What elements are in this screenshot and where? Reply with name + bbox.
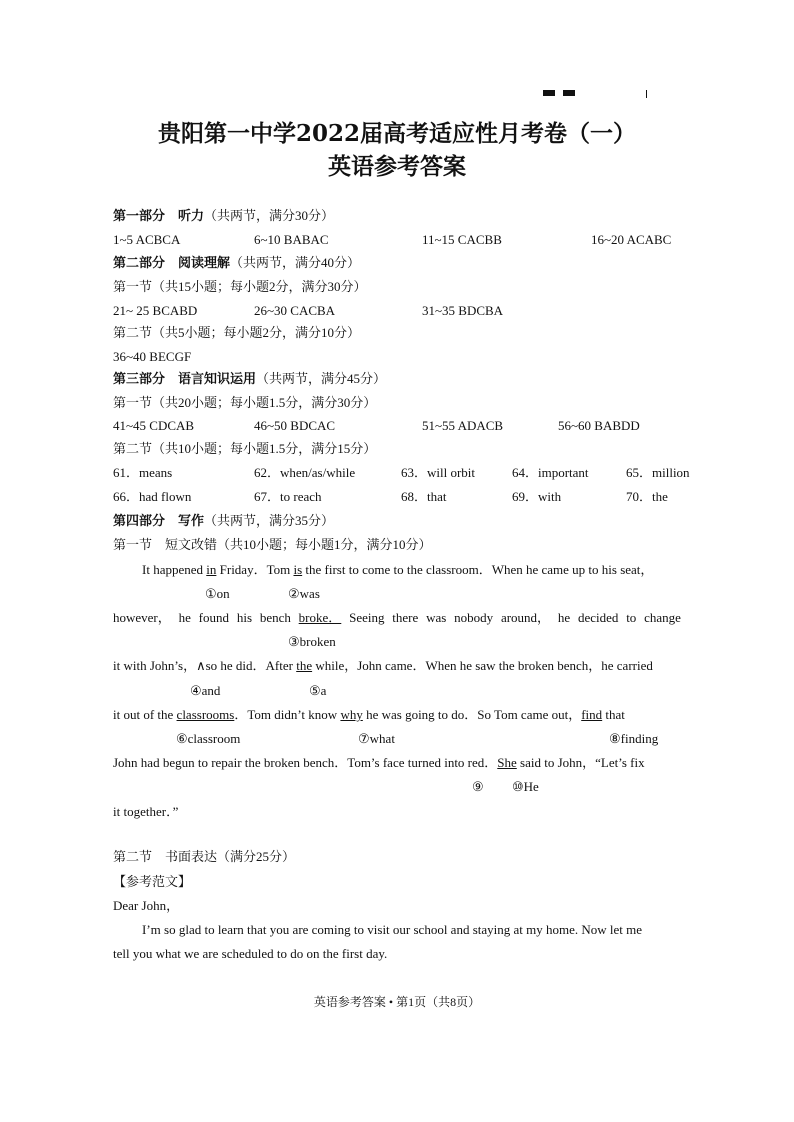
answer-item: 69．with [512,489,562,504]
correction-note: ④and [190,683,221,698]
error-word: why [340,707,363,722]
passage-line [113,755,645,771]
part2-heading [113,255,360,271]
part4-note: （共两节，满分35分） [204,513,335,528]
answer-item: 66．had flown [113,489,192,504]
error-word: is [293,562,303,577]
answer-group: 6~10 BABAC [254,232,329,247]
passage-line: it together．” [113,804,179,819]
answer-group: 16~20 ACABC [591,232,672,247]
part3-note: （共两节，满分45分） [256,371,387,386]
passage-text: It happened [142,562,207,577]
part1-title: 第一部分 听力 [113,208,205,223]
part1-heading [113,208,334,224]
answer-item: 64．important [512,465,589,480]
passage-word: change [644,610,681,625]
answer-group: 26~30 CACBA [254,303,336,318]
passage-line [113,707,625,723]
part2-section2: 第二节（共5小题；每小题2分，满分10分） [113,325,361,340]
error-word: She [497,755,517,770]
answer-item: 63．will orbit [401,465,476,480]
part4-title: 第四部分 写作 [113,513,205,528]
passage-text: John had begun to repair the broken bench．Tom’s face turned into red． [113,755,498,770]
part2-section1: 第一节（共15小题；每小题2分，满分30分） [113,279,367,294]
passage-word: nobody [454,610,494,625]
passage-word: bench [259,610,291,625]
error-word: classrooms [176,707,235,722]
passage-word: decided [577,610,619,625]
passage-word: his [236,610,252,625]
correction-note: ①on [205,586,230,601]
answer-item: 62．when/as/while [254,465,356,480]
part3-heading [113,371,386,387]
passage-text: the first to come to the classroom．When he came up to his seat， [302,562,654,577]
passage-line [113,610,681,626]
passage-text: he was going to do．So Tom came out， [362,707,582,722]
answer-item: 70．the [626,489,668,504]
correction-note: ③broken [288,634,336,649]
answer-item: 61．means [113,465,173,480]
passage-word: found [198,610,230,625]
answer-group: 56~60 BABDD [558,418,640,433]
correction-note: ⑦what [358,731,395,746]
letter-body-line: I’m so glad to learn that you are coming to visit our school and staying at my home. Now let me [142,922,643,937]
passage-word: however， [113,610,171,625]
passage-word: to [626,610,637,625]
passage-word: was [426,610,447,625]
correction-note: ⑨ [472,779,484,794]
passage-text: it out of the [113,707,177,722]
part3-section2: 第二节（共10小题；每小题1.5分，满分15分） [113,441,377,456]
part2-title: 第二部分 阅读理解 [113,255,231,270]
error-word: find [581,707,603,722]
answer-item: 65．million [626,465,690,480]
passage-word: Seeing [349,610,385,625]
answer-group: 41~45 CDCAB [113,418,195,433]
answer-item: 67．to reach [254,489,322,504]
correction-note: ②was [288,586,320,601]
answer-group: 36~40 BECGF [113,349,192,364]
passage-word: around， [500,610,551,625]
answer-group: 1~5 ACBCA [113,232,181,247]
part3-section1: 第一节（共20小题；每小题1.5分，满分30分） [113,395,377,410]
part4-section1: 第一节 短文改错（共10小题；每小题1分，满分10分） [113,537,432,552]
passage-word: he [178,610,191,625]
passage-text: while，John came．When he saw the broken bench，he carried [312,658,653,673]
scan-mark [543,90,555,96]
passage-text: ．Tom didn’t know [234,707,341,722]
document-title: 贵阳第一中学2022届高考适应性月考卷（一） [157,120,636,147]
correction-note: ⑧finding [609,731,659,746]
sample-heading: 【参考范文】 [113,874,192,889]
passage-text: said to John，“Let’s fix [516,755,645,770]
correction-note: ⑤a [309,683,327,698]
document-subtitle: 英语参考答案 [328,153,466,180]
letter-greeting: Dear John， [113,898,180,913]
part2-note: （共两节，满分40分） [230,255,361,270]
correction-note: ⑩He [512,779,539,794]
answer-item: 68．that [401,489,447,504]
part3-title: 第三部分 语言知识运用 [113,371,257,386]
letter-body-line: tell you what we are scheduled to do on the first day. [113,946,388,961]
passage-line [142,562,653,578]
answer-group: 46~50 BDCAC [254,418,336,433]
passage-text: it with John’s，∧so he did．After [113,658,297,673]
answer-group: 31~35 BDCBA [422,303,504,318]
part1-note: （共两节，满分30分） [204,208,335,223]
passage-text: Friday．Tom [216,562,294,577]
passage-word: he [557,610,571,625]
error-word: broke． [298,610,342,625]
page-footer: 英语参考答案 • 第1页（共8页） [313,995,481,1009]
answer-group: 51~55 ADACB [422,418,504,433]
error-word: in [206,562,217,577]
passage-text: that [602,707,625,722]
part4-heading [113,513,334,529]
part4-section2: 第二节 书面表达（满分25分） [113,849,296,864]
answer-group: 11~15 CACBB [422,232,502,247]
error-word: the [296,658,313,673]
correction-note: ⑥classroom [176,731,241,746]
passage-word: there [392,610,419,625]
scan-tick [646,90,647,98]
scan-mark [563,90,575,96]
passage-line [113,658,653,674]
answer-group: 21~ 25 BCABD [113,303,198,318]
